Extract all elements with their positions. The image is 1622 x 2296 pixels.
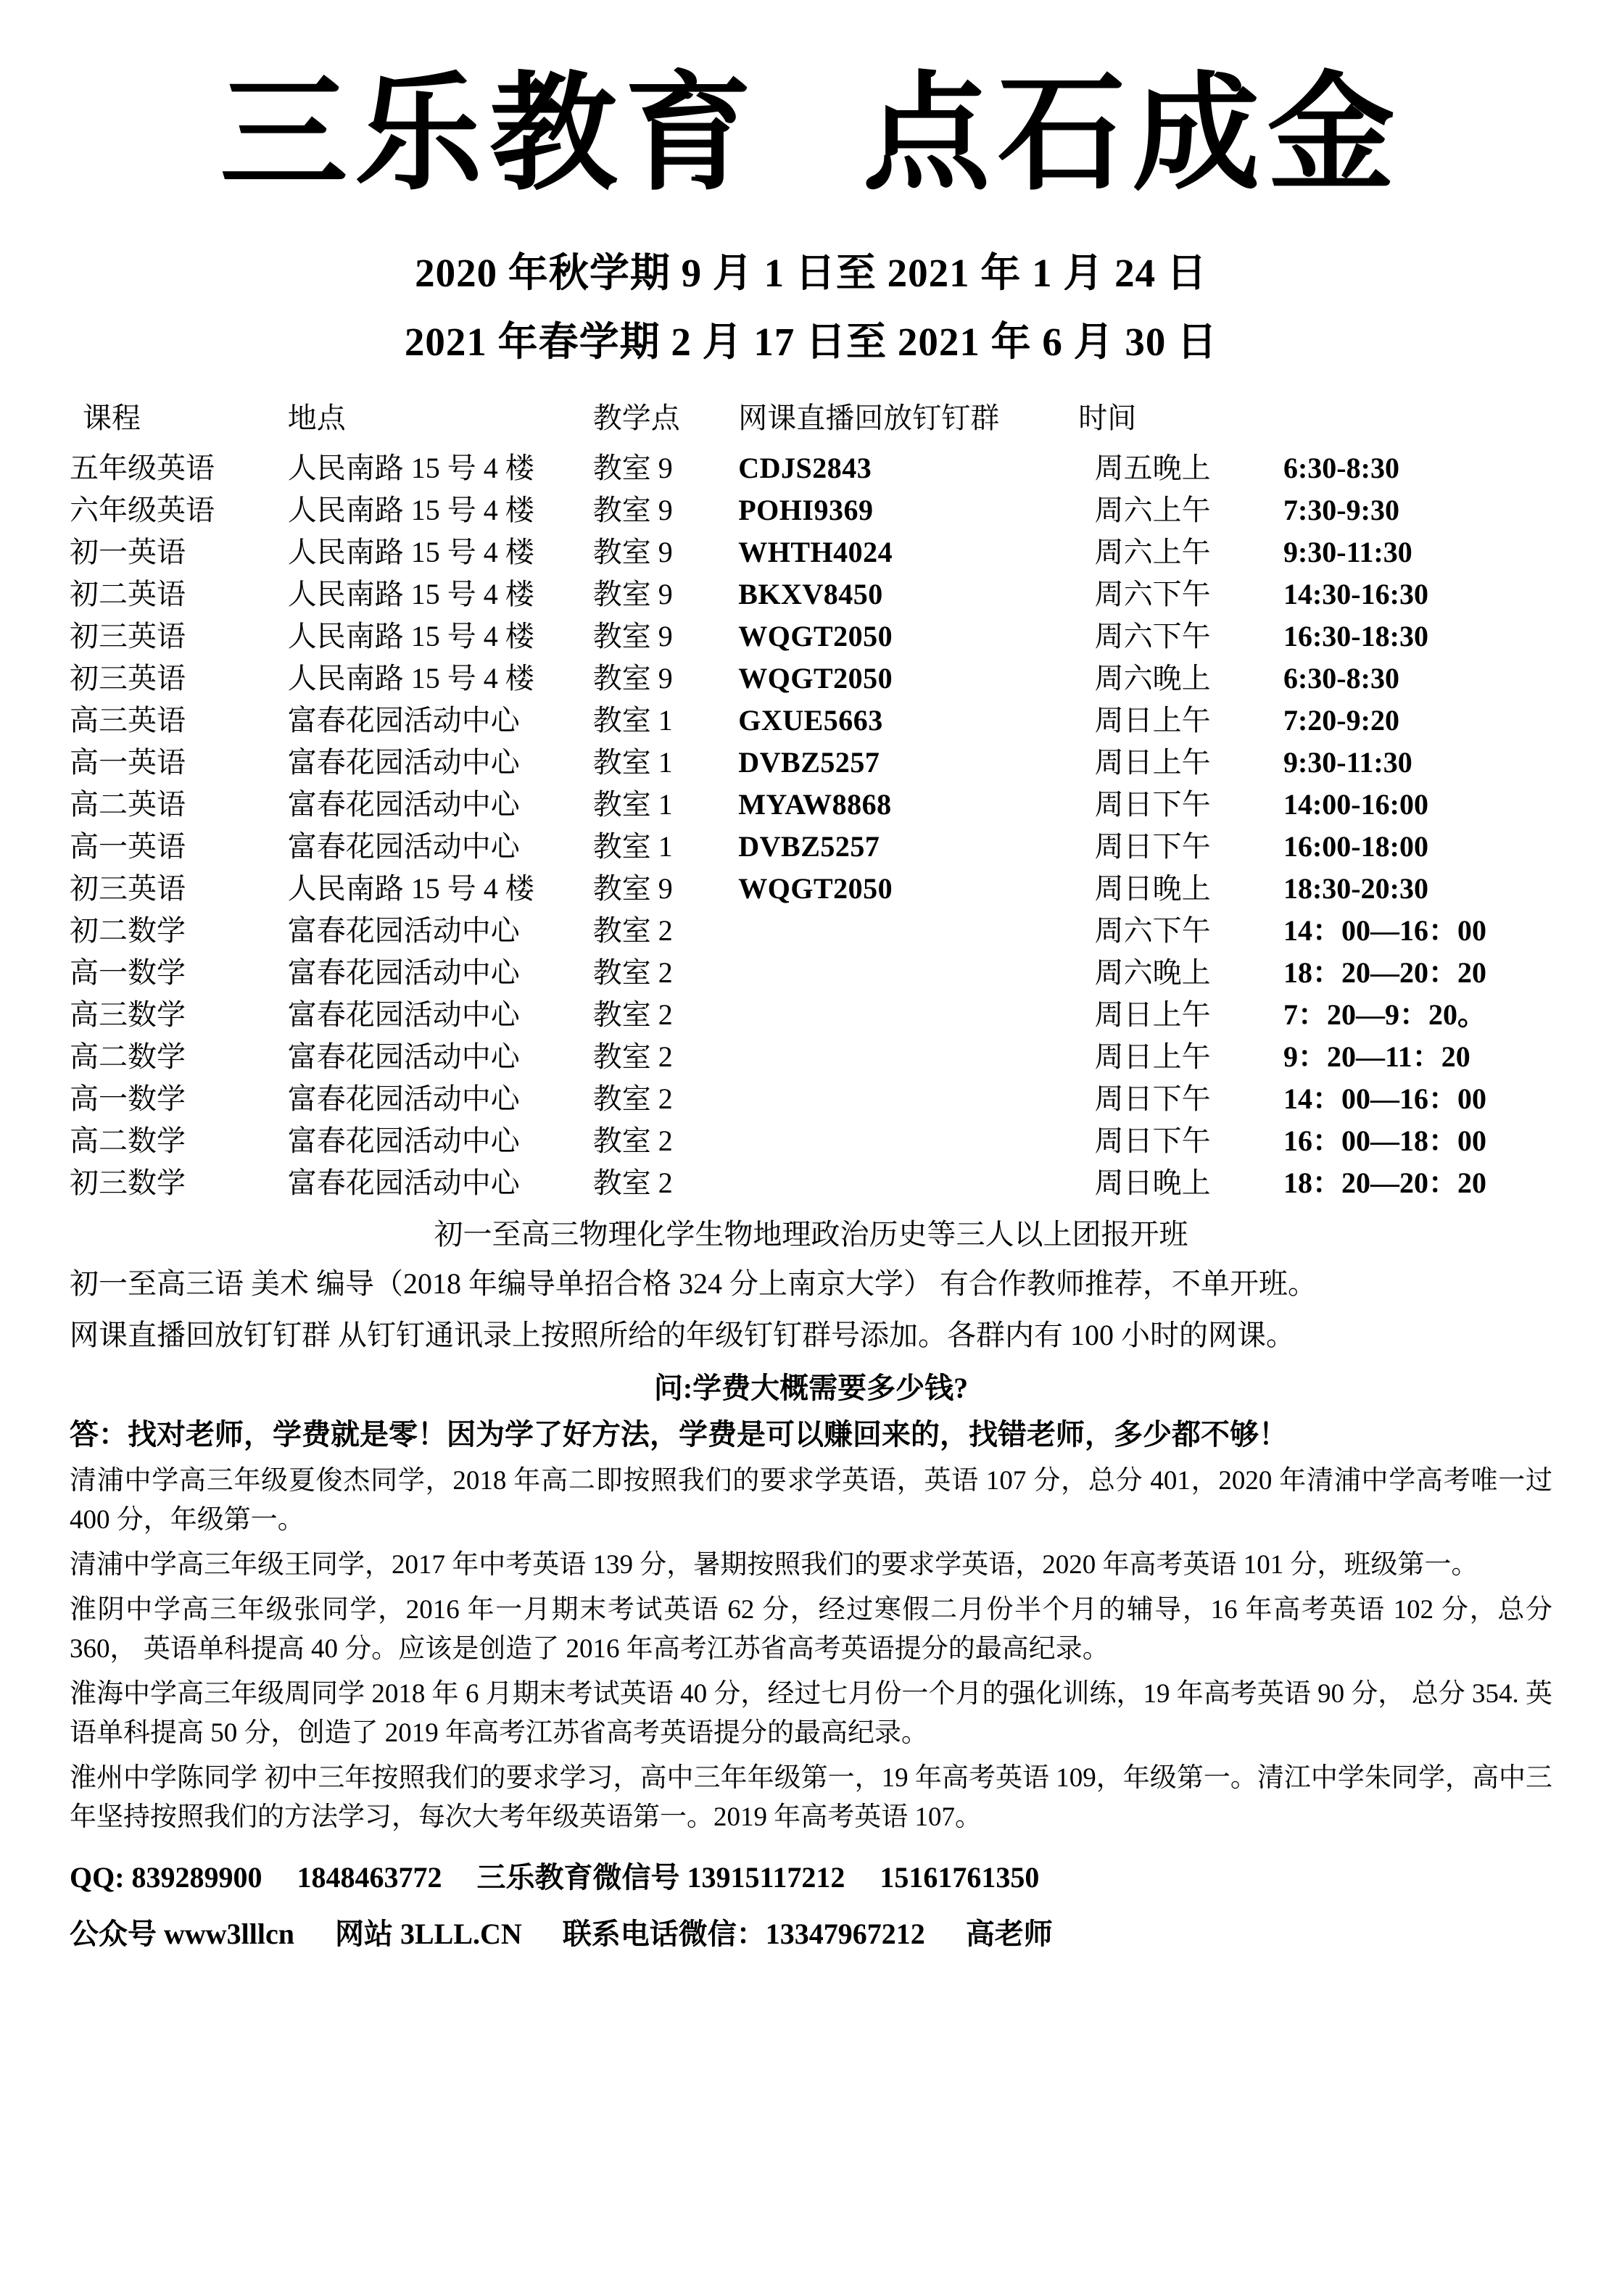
cell-place: 富春花园活动中心 — [287, 704, 520, 737]
cell-place: 富春花园活动中心 — [287, 1166, 520, 1199]
cell-day: 周六晚上 — [1094, 662, 1211, 695]
table-row — [70, 531, 1552, 573]
faq-question: 问:学费大概需要多少钱? — [653, 1371, 969, 1404]
testimonial-item: 淮州中学陈同学 初中三年按照我们的要求学习，高中三年年级第一，19 年高考英语 109，年级第一。清江中学朱同学，高中三年坚持按照我们的方法学习，每次大考年级英语第一。2019 年高考英语 107。 — [70, 1763, 1552, 1833]
cell-time: 7:30-9:30 — [1283, 494, 1399, 526]
column-header-time: 时间 — [1078, 402, 1137, 434]
table-row — [70, 952, 1552, 994]
cell-room: 教室 2 — [592, 914, 673, 947]
cell-place: 富春花园活动中心 — [287, 998, 520, 1031]
cell-course: 初三英语 — [70, 662, 186, 695]
cell-room: 教室 9 — [592, 620, 673, 652]
contact-phone[interactable]: 联系电话微信：13347967212 — [562, 1918, 925, 1951]
note-group-class: 初一至高三物理化学生物地理政治历史等三人以上团报开班 — [434, 1218, 1188, 1251]
cell-group: WHTH4024 — [738, 536, 893, 568]
cell-group — [738, 1120, 1043, 1162]
cell-time: 7:20-9:20 — [1283, 704, 1399, 737]
cell-course: 六年级英语 — [70, 494, 215, 526]
table-row — [70, 910, 1552, 952]
table-row — [70, 994, 1552, 1036]
website-link[interactable]: 网站 3LLL.CN — [335, 1918, 522, 1951]
testimonial-item: 淮海中学高三年级周同学 2018 年 6 月期末考试英语 40 分，经过七月份一个月的强化训练，19 年高考英语 90 分， 总分 354. 英语单科提高 50 分，创造了 2019 年高考江苏省高考英语提分的最高纪录。 — [70, 1679, 1552, 1749]
cell-time: 16:00-18:00 — [1283, 830, 1428, 863]
cell-group — [738, 1162, 1043, 1204]
table-row — [70, 1162, 1552, 1204]
cell-group: DVBZ5257 — [738, 746, 880, 779]
cell-course: 高三数学 — [70, 998, 186, 1031]
cell-room: 教室 9 — [592, 872, 673, 905]
table-row — [70, 1036, 1552, 1078]
cell-course: 高一英语 — [70, 746, 186, 779]
cell-day: 周日下午 — [1094, 830, 1211, 863]
cell-course: 高二数学 — [70, 1040, 186, 1073]
cell-day: 周日下午 — [1094, 788, 1211, 821]
cell-day: 周六上午 — [1094, 494, 1211, 526]
cell-time: 14:00-16:00 — [1283, 788, 1428, 821]
cell-place: 人民南路 15 号 4 楼 — [287, 536, 534, 568]
cell-course: 高一英语 — [70, 830, 186, 863]
wechat-id-secondary[interactable]: 15161761350 — [880, 1861, 1040, 1894]
cell-time: 18:30-20:30 — [1283, 872, 1428, 905]
cell-day: 周六晚上 — [1094, 956, 1211, 989]
cell-group: POHI9369 — [738, 494, 874, 526]
qq-primary[interactable]: QQ: 839289900 — [70, 1861, 262, 1894]
official-account[interactable]: 公众号 www3lllcn — [70, 1918, 294, 1951]
cell-course: 高一数学 — [70, 956, 186, 989]
term-autumn: 2020 年秋学期 9 月 1 日至 2021 年 1 月 24 日 — [415, 251, 1207, 295]
table-row — [70, 616, 1552, 658]
contact-teacher: 高老师 — [965, 1918, 1053, 1951]
note-dingtalk: 网课直播回放钉钉群 从钉钉通讯录上按照所给的年级钉钉群号添加。各群内有 100 小时的网课。 — [70, 1318, 1295, 1351]
cell-room: 教室 2 — [592, 1124, 673, 1157]
term-spring: 2021 年春学期 2 月 17 日至 2021 年 6 月 30 日 — [404, 319, 1218, 364]
cell-day: 周日晚上 — [1094, 872, 1211, 905]
cell-place: 富春花园活动中心 — [287, 1124, 520, 1157]
cell-time: 6:30-8:30 — [1283, 662, 1399, 695]
table-row — [70, 447, 1552, 489]
cell-group: WQGT2050 — [738, 872, 893, 905]
cell-room: 教室 9 — [592, 452, 673, 484]
cell-time: 9:30-11:30 — [1283, 536, 1412, 568]
table-row — [70, 742, 1552, 784]
qq-secondary[interactable]: 1848463772 — [297, 1861, 442, 1894]
cell-day: 周六上午 — [1094, 536, 1211, 568]
banner-title: 三乐教育 点石成金 — [220, 58, 1402, 208]
table-row — [70, 1120, 1552, 1162]
cell-room: 教室 9 — [592, 578, 673, 610]
cell-group: WQGT2050 — [738, 662, 893, 695]
cell-course: 初二数学 — [70, 914, 186, 947]
cell-place: 人民南路 15 号 4 楼 — [287, 872, 534, 905]
table-row — [70, 826, 1552, 868]
cell-course: 高一数学 — [70, 1082, 186, 1115]
cell-time: 9：20—11：20 — [1283, 1040, 1470, 1073]
cell-time: 14：00—16：00 — [1283, 914, 1486, 947]
cell-course: 初二英语 — [70, 578, 186, 610]
column-header-group: 网课直播回放钉钉群 — [738, 402, 1000, 434]
testimonial-item: 淮阴中学高三年级张同学，2016 年一月期末考试英语 62 分，经过寒假二月份半个月的辅导，16 年高考英语 102 分，总分 360， 英语单科提高 40 分。应该是创造了 2016 年高考江苏省高考英语提分的最高纪录。 — [70, 1595, 1552, 1665]
cell-course: 五年级英语 — [70, 452, 215, 484]
cell-room: 教室 1 — [592, 746, 673, 779]
cell-time: 18：20—20：20 — [1283, 956, 1486, 989]
cell-group: GXUE5663 — [738, 704, 883, 737]
cell-group — [738, 1078, 1043, 1120]
cell-time: 9:30-11:30 — [1283, 746, 1412, 779]
cell-room: 教室 2 — [592, 998, 673, 1031]
cell-course: 初三英语 — [70, 620, 186, 652]
cell-room: 教室 2 — [592, 1040, 673, 1073]
cell-time: 18：20—20：20 — [1283, 1166, 1486, 1199]
cell-group: DVBZ5257 — [738, 830, 880, 863]
column-header-room: 教学点 — [592, 402, 680, 434]
cell-group: WQGT2050 — [738, 620, 893, 652]
cell-place: 富春花园活动中心 — [287, 746, 520, 779]
testimonial-list — [70, 1462, 1552, 1837]
column-header-place: 地点 — [287, 402, 346, 434]
cell-group: MYAW8868 — [738, 788, 892, 821]
cell-room: 教室 9 — [592, 662, 673, 695]
wechat-id[interactable]: 三乐教育微信号 13915117212 — [476, 1861, 845, 1894]
class-schedule-table — [70, 404, 1552, 1204]
cell-course: 初一英语 — [70, 536, 186, 568]
cell-place: 富春花园活动中心 — [287, 956, 520, 989]
cell-group — [738, 952, 1043, 994]
cell-day: 周日晚上 — [1094, 1166, 1211, 1199]
cell-room: 教室 1 — [592, 704, 673, 737]
table-row — [70, 784, 1552, 826]
column-header-course: 课程 — [83, 402, 141, 434]
cell-room: 教室 9 — [592, 536, 673, 568]
cell-place: 富春花园活动中心 — [287, 788, 520, 821]
cell-room: 教室 2 — [592, 1166, 673, 1199]
cell-day: 周六下午 — [1094, 620, 1211, 652]
cell-group: CDJS2843 — [738, 452, 872, 484]
testimonial-item: 清浦中学高三年级夏俊杰同学，2018 年高二即按照我们的要求学英语，英语 107 分，总分 401，2020 年清浦中学高考唯一过 400 分，年级第一。 — [70, 1466, 1552, 1535]
cell-day: 周日上午 — [1094, 998, 1211, 1031]
cell-time: 7：20—9：20。 — [1283, 998, 1486, 1031]
table-row — [70, 573, 1552, 616]
cell-time: 16：00—18：00 — [1283, 1124, 1486, 1157]
cell-group — [738, 910, 1043, 952]
table-row — [70, 1078, 1552, 1120]
cell-group — [738, 994, 1043, 1036]
cell-place: 人民南路 15 号 4 楼 — [287, 494, 534, 526]
cell-time: 14：00—16：00 — [1283, 1082, 1486, 1115]
cell-room: 教室 1 — [592, 830, 673, 863]
testimonial-item: 清浦中学高三年级王同学，2017 年中考英语 139 分，暑期按照我们的要求学英语，2020 年高考英语 101 分，班级第一。 — [70, 1550, 1478, 1580]
cell-place: 人民南路 15 号 4 楼 — [287, 578, 534, 610]
cell-place: 人民南路 15 号 4 楼 — [287, 452, 534, 484]
cell-day: 周日上午 — [1094, 1040, 1211, 1073]
cell-day: 周六下午 — [1094, 914, 1211, 947]
cell-day: 周日上午 — [1094, 746, 1211, 779]
cell-room: 教室 2 — [592, 956, 673, 989]
cell-group: BKXV8450 — [738, 578, 883, 610]
cell-time: 16:30-18:30 — [1283, 620, 1428, 652]
table-header-row — [70, 404, 1552, 447]
note-arts: 初一至高三语 美术 编导（2018 年编导单招合格 324 分上南京大学） 有合作教师推荐，不单开班。 — [70, 1267, 1317, 1300]
table-row — [70, 489, 1552, 531]
cell-place: 富春花园活动中心 — [287, 1082, 520, 1115]
cell-day: 周五晚上 — [1094, 452, 1211, 484]
cell-room: 教室 2 — [592, 1082, 673, 1115]
cell-time: 14:30-16:30 — [1283, 578, 1428, 610]
cell-room: 教室 1 — [592, 788, 673, 821]
cell-place: 富春花园活动中心 — [287, 1040, 520, 1073]
cell-place: 富春花园活动中心 — [287, 830, 520, 863]
table-row — [70, 868, 1552, 910]
cell-place: 人民南路 15 号 4 楼 — [287, 620, 534, 652]
cell-course: 初三英语 — [70, 872, 186, 905]
faq-answer: 答：找对老师，学费就是零！因为学了好方法，学费是可以赚回来的，找错老师，多少都不够！ — [70, 1418, 1288, 1451]
cell-time: 6:30-8:30 — [1283, 452, 1399, 484]
footer-contacts — [70, 1856, 1552, 1956]
cell-day: 周日下午 — [1094, 1124, 1211, 1157]
table-row — [70, 658, 1552, 700]
cell-course: 高二数学 — [70, 1124, 186, 1157]
cell-course: 初三数学 — [70, 1166, 186, 1199]
cell-place: 富春花园活动中心 — [287, 914, 520, 947]
cell-course: 高三英语 — [70, 704, 186, 737]
cell-course: 高二英语 — [70, 788, 186, 821]
cell-place: 人民南路 15 号 4 楼 — [287, 662, 534, 695]
cell-day: 周日上午 — [1094, 704, 1211, 737]
cell-day: 周日下午 — [1094, 1082, 1211, 1115]
table-row — [70, 700, 1552, 742]
cell-day: 周六下午 — [1094, 578, 1211, 610]
cell-room: 教室 9 — [592, 494, 673, 526]
cell-group — [738, 1036, 1043, 1078]
